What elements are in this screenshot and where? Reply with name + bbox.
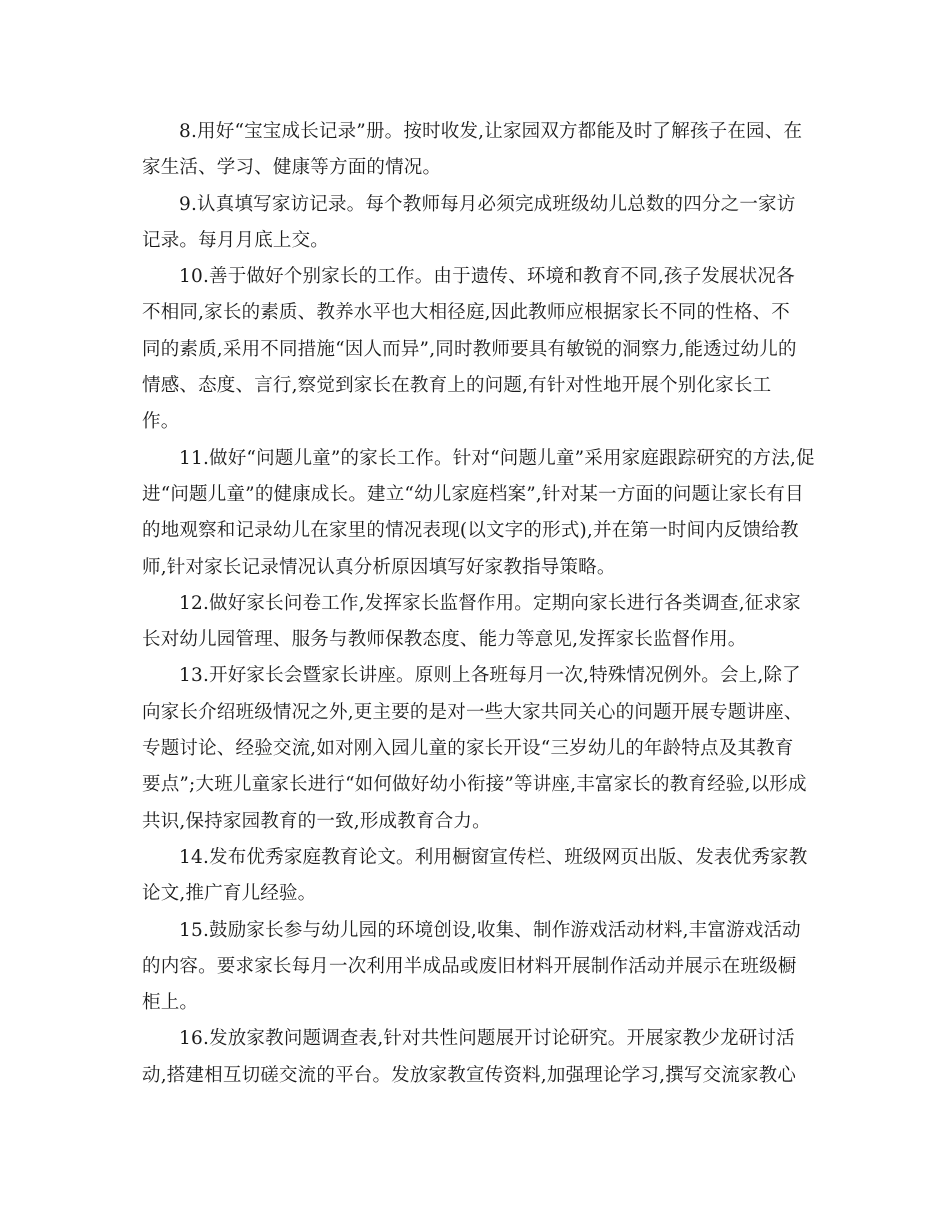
paragraph-line: 作。 [142,411,180,433]
paragraph-line: 共识,保持家园教育的一致,形成教育合力。 [142,810,491,832]
paragraph-line: 的内容。要求家长每月一次利用半成品或废旧材料开展制作活动并展示在班级橱 [142,955,797,977]
paragraph-line: 同的素质,采用不同措施“因人而异”,同时教师要具有敏锐的洞察力,能透过幼儿的 [142,338,797,360]
paragraph-line: 10.善于做好个别家长的工作。由于遗传、环境和教育不同,孩子发展状况各 [179,266,795,288]
paragraph-line: 论文,推广育儿经验。 [142,883,317,905]
paragraph-line: 15.鼓励家长参与幼儿园的环境创设,收集、制作游戏活动材料,丰富游戏活动 [179,919,801,941]
paragraph-line: 记录。每月月底上交。 [142,229,330,251]
paragraph-10 [142,259,814,440]
paragraph-line: 要点”;大班儿童家长进行“如何做好幼小衔接”等讲座,丰富家长的教育经验,以形成 [142,774,807,796]
paragraph-12 [142,586,814,659]
paragraph-15 [142,913,814,1022]
paragraph-14 [142,840,814,913]
paragraph-line: 柜上。 [142,992,199,1014]
paragraph-13 [142,658,814,839]
paragraph-line: 家生活、学习、健康等方面的情况。 [142,157,442,179]
paragraph-9 [142,187,814,260]
paragraph-line: 8.用好“宝宝成长记录”册。按时收发,让家园双方都能及时了解孩子在园、在 [179,121,803,142]
paragraph-line: 动,搭建相互切磋交流的平台。发放家教宣传资料,加强理论学习,撰写交流家教心 [142,1064,797,1086]
paragraph-line: 9.认真填写家访记录。每个教师每月必须完成班级幼儿总数的四分之一家访 [179,193,796,215]
paragraph-line: 不相同,家长的素质、教养水平也大相径庭,因此教师应根据家长不同的性格、不 [142,302,790,324]
paragraph-line: 向家长介绍班级情况之外,更主要的是对一些大家共同关心的问题开展专题讲座、 [142,701,803,723]
paragraph-line: 16.发放家教问题调查表,针对共性问题展开讨论研究。开展家教少龙研讨活 [179,1028,795,1050]
paragraph-line: 的地观察和记录幼儿在家里的情况表现(以文字的形式),并在第一时间内反馈给教 [142,520,799,542]
paragraph-line: 师,针对家长记录情况认真分析原因填写好家教指导策略。 [142,556,616,578]
document-body [142,114,814,1094]
paragraph-line: 专题讨论、经验交流,如对刚入园儿童的家长开设“三岁幼儿的年龄特点及其教育 [142,738,794,760]
paragraph-line: 长对幼儿园管理、服务与教师保教态度、能力等意见,发挥家长监督作用。 [142,629,747,651]
paragraph-line: 13.开好家长会暨家长讲座。原则上各班每月一次,特殊情况例外。会上,除了 [179,665,801,687]
paragraph-line: 12.做好家长问卷工作,发挥家长监督作用。定期向家长进行各类调查,征求家 [179,592,801,614]
paragraph-8 [142,114,814,187]
paragraph-line: 情感、态度、言行,察觉到家长在教育上的问题,有针对性地开展个别化家长工 [142,375,772,397]
paragraph-11 [142,441,814,586]
paragraph-line: 进“问题儿童”的健康成长。建立“幼儿家庭档案”,针对某一方面的问题让家长有目 [142,483,804,505]
paragraph-line: 11.做好“问题儿童”的家长工作。针对“问题儿童”采用家庭跟踪研究的方法,促 [179,447,815,469]
paragraph-16 [142,1021,814,1094]
paragraph-line: 14.发布优秀家庭教育论文。利用橱窗宣传栏、班级网页出版、发表优秀家教 [179,846,808,868]
